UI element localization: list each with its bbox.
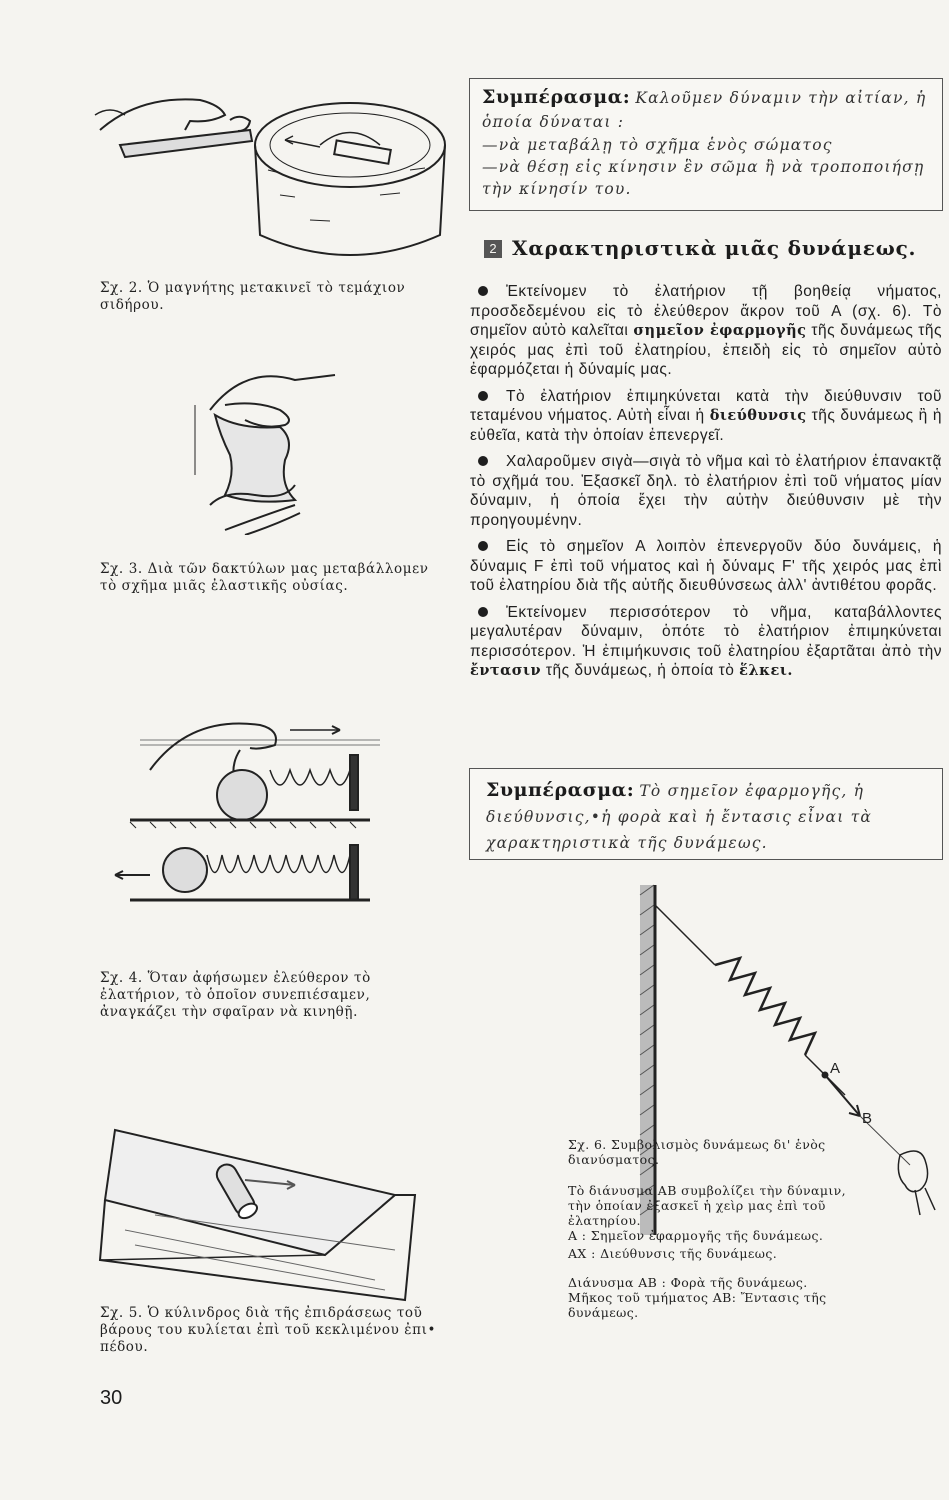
figure-3-fingers-rubber (185, 365, 375, 535)
conclusion-1-text: Καλοῦμεν δύναμιν τὴν αἰτίαν, ἡ ὁποία δύναται : (482, 89, 927, 131)
conclusion-box-2 (469, 768, 943, 860)
section-heading (484, 236, 924, 260)
paragraph-4: Εἰς τὸ σημεῖον A λοιπὸν ἐπενεργοῦν δύο δυνάμεις, ἡ δύναμις F ἐπὶ τοῦ νήματος καὶ ἡ δύναμς F' τῆς χειρός μας ἐπὶ τοῦ ἐλατηρίου διὰ τῆς αὐτῆς διευθύνσεως ἀλλ' ἀντιθέτου φορᾶς. (470, 538, 942, 594)
term-point-of-application: σημεῖον ἐφαρμογῆς (633, 322, 807, 339)
term-intensity: ἔντασιν (470, 662, 542, 679)
section-body (470, 282, 942, 688)
paragraph-1: Ἐκτείνομεν τὸ ἐλατήριον τῇ βοηθείᾳ νήματος, προσδεδεμένου εἰς τὸ ἐλεύθερον ἄκρον τοῦ A (σχ. 6). Τὸ σημεῖον αὐτὸ καλεῖται σημεῖον ἐφαρμογῆς τῆς δυνάμεως τῆς χειρός μας ἐπὶ τοῦ ἐλατηρίου, ἐπειδὴ εἰς τὸ σημεῖον αὐτὸ ἐφαρμόζεται ἡ δύναμίς μας. (470, 283, 942, 378)
paragraph-2: Τὸ ἐλατήριον ἐπιμηκύνεται κατὰ τὴν διεύθυνσιν τοῦ τεταμένου νήματος. Αὐτὴ εἶναι ἡ διεύθυνσις τῆς δυνάμεως ἢ ἡ εὐθεῖα, κατὰ τὴν ὁποίαν ἐπενεργεῖ. (470, 387, 942, 444)
term-direction: διεύθυνσις (709, 407, 807, 424)
bullet-icon (478, 391, 488, 401)
conclusion-1-item-1: —νὰ μεταβάλῃ τὸ σχῆμα ἑνὸς σώματος (482, 136, 833, 154)
figure-5-inclined-plane (95, 1120, 445, 1305)
figure-2-caption: Σχ. 2. Ὁ μαγνήτης μετακινεῖ τὸ τεμάχιον σιδήρου. (100, 280, 406, 313)
paragraph-5: Ἐκτείνομεν περισσότερον τὸ νῆμα, καταβάλλοντες μεγαλυτέραν δύναμιν, ὁπότε τὸ ἐλατήριον ἐπιμηκύνεται περισσότερον. Ἡ ἐπιμήκυνσις τοῦ ἐλατηρίου ἐξαρτᾶται ἀπὸ τὴν ἔντασιν τῆς δυνάμεως, ἡ ὁποία τὸ ἕλκει. (470, 603, 942, 679)
bullet-icon (478, 456, 488, 466)
conclusion-1-item-2: —νὰ θέσῃ εἰς κίνησιν ἓν σῶμα ἢ νὰ τροποποιήσῃ τὴν κίνησίν του. (482, 158, 925, 198)
figure-6-line-2: A : Σημεῖον ἐφαρμογῆς τῆς δυνάμεως. (568, 1228, 824, 1243)
figure-6-label-a: A (830, 1060, 841, 1077)
figure-3-caption: Σχ. 3. Διὰ τῶν δακτύλων μας μεταβάλλομεν τὸ σχῆμα μιᾶς ἐλαστικῆς οὐσίας. (100, 561, 429, 594)
figure-6-line-4: Διάνυσμα AB : Φορὰ τῆς δυνάμεως. (568, 1275, 808, 1290)
bullet-icon (478, 607, 488, 617)
conclusion-1-title: Συμπέρασμα: (482, 86, 631, 108)
bullet-icon (478, 286, 488, 296)
figure-6-line-1: Τὸ διάνυσμα AB συμβολίζει τὴν δύναμιν, τὴν ὁποίαν ἐξασκεῖ ἡ χεὶρ μας ἐπὶ τοῦ ἐλατηρίου. (568, 1183, 847, 1228)
figure-5-caption: Σχ. 5. Ὁ κύλινδρος διὰ τῆς ἐπιδράσεως τοῦ βάρους του κυλίεται ἐπὶ τοῦ κεκλιμένου ἐπι• πέδου. (100, 1305, 437, 1355)
figure-6-caption-block (568, 1137, 864, 1320)
section-title: Χαρακτηριστικὰ μιᾶς δυνάμεως. (512, 236, 917, 260)
figure-6-line-3: AX : Διεύθυνσις τῆς δυνάμεως. (568, 1246, 778, 1261)
section-number: 2 (484, 240, 502, 258)
figure-4-caption: Σχ. 4. Ὅταν ἀφήσωμεν ἐλεύθερον τὸ ἐλατήριον, τὸ ὁποῖον συνεπιέσαμεν, ἀναγκάζει τὴν σφαῖραν νὰ κινηθῇ. (100, 970, 371, 1020)
figure-2-magnet-dish (80, 75, 460, 270)
paragraph-3: Χαλαροῦμεν σιγὰ—σιγὰ τὸ νῆμα καὶ τὸ ἐλατήριον ἐπανακτᾷ τὸ σχῆμά του. Ἐξασκεῖ δηλ. τὸ ἐλατήριον ἐπὶ τοῦ νήματος μίαν δύναμιν, ἡ ὁποία ἔχει τὴν αὐτὴν διεύθυνσιν μὲ τὴν προηγουμένην. (470, 453, 942, 529)
bullet-icon (478, 541, 488, 551)
figure-6-caption: Σχ. 6. Συμβολισμὸς δυνάμεως δι' ἑνὸς διανύσματος. (568, 1137, 826, 1167)
conclusion-2-text: Τὸ σημεῖον ἐφαρμογῆς, ἡ διεύθυνσις,•ἡ φορὰ καὶ ἡ ἔντασις εἶναι τὰ χαρακτηριστικὰ τῆς δυνάμεως. (486, 782, 873, 852)
term-pulls: ἕλκει. (739, 662, 793, 679)
figure-6-label-b: B (862, 1110, 873, 1127)
figure-4-spring-ball (110, 710, 390, 910)
conclusion-2-title: Συμπέρασμα: (486, 779, 635, 801)
page-number: 30 (100, 1387, 123, 1409)
conclusion-box-1 (469, 78, 943, 211)
figure-6-line-5: Μῆκος τοῦ τμήματος AB: Ἔντασις τῆς δυνάμεως. (568, 1290, 827, 1320)
